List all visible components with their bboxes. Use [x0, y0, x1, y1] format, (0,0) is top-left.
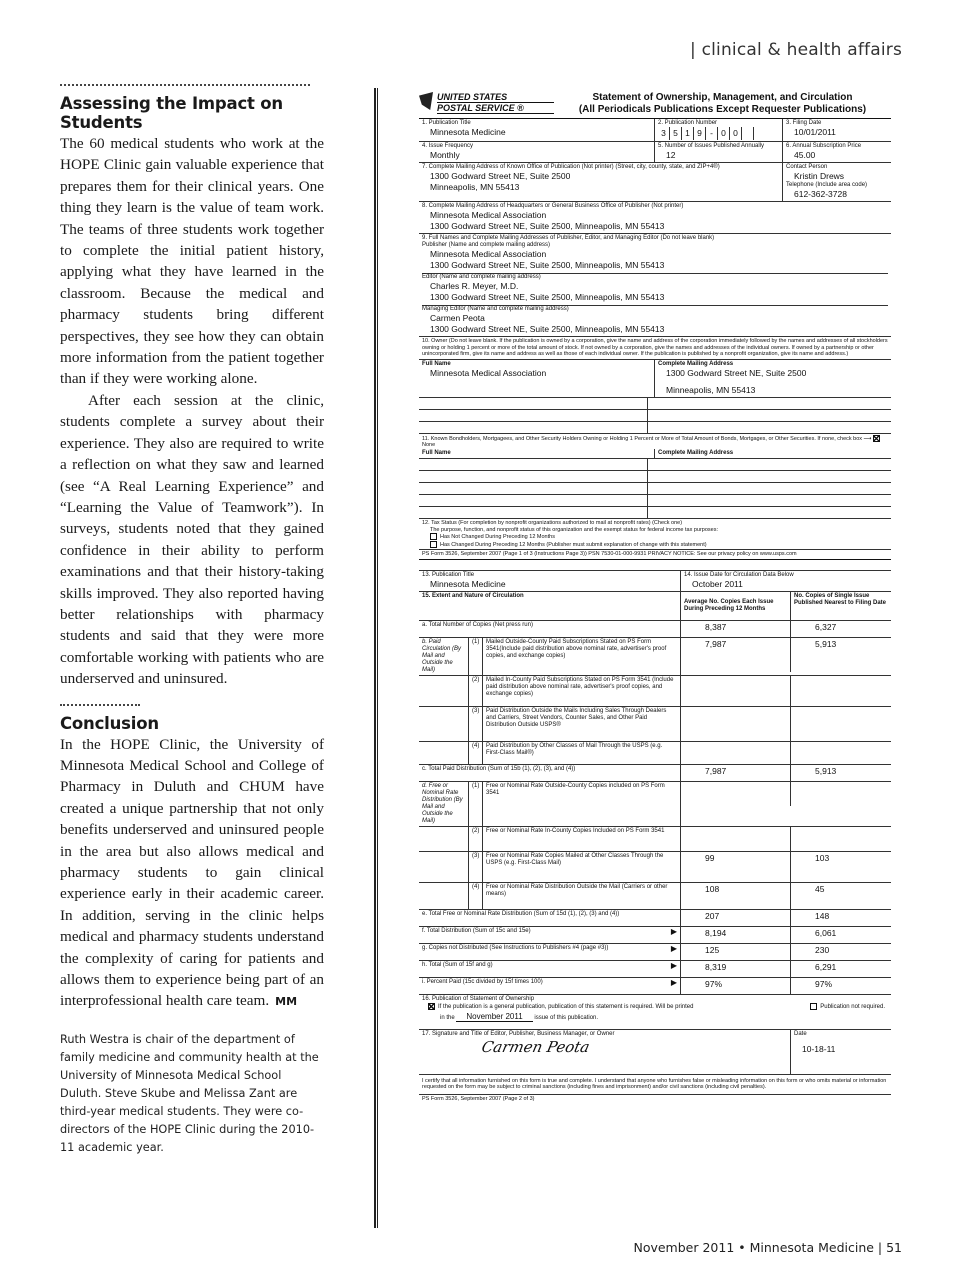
- field-filing-date: 3. Filing Date 10/01/2011: [786, 120, 836, 137]
- form-title-line: Statement of Ownership, Management, and Circulation: [592, 92, 853, 103]
- field-publication-title: 1. Publication Title Minnesota Medicine: [419, 119, 655, 141]
- group-label: [419, 676, 469, 706]
- single-copies: 148: [815, 910, 830, 921]
- avg-copies: [681, 742, 791, 764]
- avg-copies: 8,194: [681, 927, 791, 943]
- checkbox-checked[interactable]: [873, 435, 880, 442]
- paragraph: [60, 734, 324, 1013]
- single-copies: [791, 742, 891, 764]
- circulation-row: [419, 742, 891, 765]
- owner-instructions: 10. Owner (Do not leave blank. If the publication is owned by a corporation, give the name and address of the corporation immediately followed by the names and addresses of all stockholders owning or holding 1 percent or more of the total amount of stock. If not owned by a corporation, give the names and addresses of the individual owners. If owned by a partnership or other unincorporated firm, give its name and address as well as those of each individual owner. If the publication is published by a nonprofit organization, give its name and address.): [419, 337, 891, 360]
- form-row: [419, 234, 891, 337]
- form-row: [419, 119, 891, 142]
- handwritten-signature: Carmen Peota: [480, 1037, 592, 1056]
- avg-copies: 207: [681, 910, 791, 926]
- arrow-icon: ▶: [670, 943, 677, 953]
- row-label: i. Percent Paid (15c divided by 15f times 100) ▶: [419, 978, 681, 994]
- form-header: [419, 92, 891, 119]
- group-label: b. Paid Circulation (By Mail and Outside the Mail): [419, 638, 469, 675]
- arrow-icon: ▶: [670, 960, 677, 970]
- digit-box: 0: [718, 127, 730, 140]
- field-subscription-price: 6. Annual Subscription Price 45.00: [786, 143, 862, 160]
- avg-copies: 108: [681, 883, 791, 909]
- field-publication-statement: 16. Publication of Statement of Ownership If the publication is a general publication, publication of this statement is required. Will be printed Publication not required. in the November 2011 issue of this publication.: [422, 995, 885, 1021]
- form-row: [419, 570, 891, 592]
- certification: I certify that all information furnished on this form is true and complete. I understand that anyone who furnishes false or misleading information on this form or who omits material or information requested on the form may be subject to criminal sanctions (including fines and imprisonment) and/or civil sanctions (including civil penalties).: [419, 1075, 891, 1095]
- checkbox-checked[interactable]: [428, 1003, 435, 1010]
- form-row: [419, 995, 891, 1030]
- row-label: Free or Nominal Rate Copies Mailed at Other Classes Through the USPS (e.g. First-Class Mail): [483, 852, 681, 882]
- dotted-rule: [60, 84, 310, 86]
- field-hq-address: 8. Complete Mailing Address of Headquarters or General Business Office of Publisher (Not printer) Minnesota Medical Association 1300 Godward Street NE, Suite 2500, Minneapolis, MN 55413: [422, 203, 684, 231]
- field-date: Date 10-18-11: [794, 1030, 836, 1054]
- paragraph: The 60 medical students who work at the HOPE Clinic gain valuable experience that prepares them for their clinical years. One thing they learn is the value of team work. The teams of three students work together to complete the initial patient history, applying what they have learned in the classroom. Because the medical and pharmacy students bring different perspectives, they see how they can obtain more information from the patient together than if they were working alone.: [60, 135, 324, 388]
- digit-box: [742, 127, 754, 140]
- circulation-header: 15. Extent and Nature of Circulation Average No. Copies Each Issue During Preceding 12 Months No. Copies of Single Issue Published Nearest to Filing Date: [419, 592, 891, 621]
- circulation-row: [419, 782, 891, 827]
- circulation-table: [419, 621, 891, 995]
- row-label: Paid Distribution Outside the Mails Including Sales Through Dealers and Carriers, Street Vendors, Counter Sales, and Other Paid Distribution Outside USPS®: [483, 707, 681, 741]
- row-label: g. Copies not Distributed (See Instructions to Publishers #4 (page #3)) ▶: [419, 944, 681, 960]
- avg-copies: 125: [681, 944, 791, 960]
- author-bio: Ruth Westra is chair of the department of family medicine and community health at the University of Minnesota Medical School Duluth. Steve Skube and Melissa Zant are third-year medical students. They were co-directors of the HOPE Clinic during the 2010-11 academic year.: [60, 1032, 319, 1154]
- single-copies: [791, 782, 891, 826]
- circulation-row: [419, 910, 891, 927]
- form-title: [554, 92, 891, 116]
- bondholders-text: 11. Known Bondholders, Mortgagees, and Other Security Holders Owning or Holding 1 Percent or More of Total Amount of Bonds, Mortgages, or Other Securities. If none, check box ⟶ None: [419, 434, 891, 450]
- section-heading: Assessing the Impact on Students: [60, 94, 283, 132]
- dotted-rule: [60, 704, 140, 706]
- arrow-icon: ▶: [670, 977, 677, 987]
- row-label: Mailed Outside-County Paid Subscriptions Stated on PS Form 3541(Include paid distribution above nominal rate, advertiser's proof copies, and exchange copies): [483, 638, 681, 675]
- form-title-line: (All Periodicals Publications Except Requester Publications): [578, 104, 867, 115]
- single-copies: [791, 827, 891, 851]
- single-copies: 6,291: [815, 961, 837, 972]
- avg-copies: [681, 707, 791, 741]
- checkbox[interactable]: [430, 541, 437, 548]
- form-row: Full Name Complete Mailing Address: [419, 449, 891, 459]
- digit-box: 0: [730, 127, 742, 140]
- avg-copies: [681, 827, 791, 851]
- eagle-icon: [419, 92, 433, 110]
- row-label: c. Total Paid Distribution (Sum of 15b (1), (2), (3), and (4)): [419, 765, 681, 781]
- row-label: Paid Distribution by Other Classes of Mail Through the USPS (e.g. First-Class Mail®): [483, 742, 681, 764]
- single-copies: [791, 707, 891, 741]
- form-row: [419, 142, 891, 163]
- ownership-statement-form: [419, 92, 891, 1103]
- field-publication-number: 2. Publication Number 3 5 1 9 - 0 0: [655, 119, 783, 141]
- single-copies: 6,061: [815, 927, 837, 938]
- circulation-row: [419, 944, 891, 961]
- arrow-icon: ▶: [670, 926, 677, 936]
- avg-copies: 7,987: [681, 638, 791, 672]
- logo-text: UNITED STATES: [437, 92, 554, 103]
- circulation-row: [419, 927, 891, 944]
- owner-name-col: Full Name Minnesota Medical Association: [419, 360, 655, 397]
- form-footer: PS Form 3526, September 2007 (Page 2 of 3): [422, 1095, 535, 1102]
- paragraph-text: In the HOPE Clinic, the University of Minnesota Medical School and College of Pharmacy in Duluth and CHUM have created a unique partnership that not only benefits underserved and uninsured people in the area but also allows medical and pharmacy students to gain clinical experience early in their academic career. In addition, serving in the clinic helps medical and pharmacy students understand the complexity of caring for patients and allows them to experience being part of an interprofessional health care team.: [60, 735, 324, 1010]
- single-copies: 103: [815, 852, 830, 863]
- circulation-row: [419, 978, 891, 995]
- line-number: (1): [469, 782, 483, 826]
- tax-status: 12. Tax Status (For completion by nonprofit organizations authorized to mail at nonprofit rates) (Check one) The purpose, function, and nonprofit status of this organization and the exempt status for federal income tax purposes: Has Not Changed During Preceding 12 Months Has Changed During Preceding 12 Months (Publisher must submit explanation of change with this statement): [422, 520, 719, 548]
- form-row: [419, 1030, 891, 1075]
- form-footer: PS Form 3526, September 2007 (Page 1 of 3 (Instructions Page 3)) PSN 7530-01-000-9931 PRIVACY NOTICE: See our privacy policy on www.usps.com: [419, 549, 891, 560]
- single-copies: 5,913: [815, 765, 837, 776]
- circulation-row: [419, 883, 891, 910]
- end-mark: MM: [275, 995, 298, 1009]
- group-label: [419, 707, 469, 741]
- digit-boxes: [658, 127, 779, 140]
- article-column: [60, 84, 324, 1157]
- row-label: e. Total Free or Nominal Rate Distribution (Sum of 15d (1), (2), (3) and (4)): [419, 910, 681, 926]
- paragraph: After each session at the clinic, students complete a survey about their experience. They also are required to write a reflection on what they saw and learned (see “A Real Learning Experience” and “Learning the Value of Teamwork”). In surveys, students noted that they gained confidence in their ability to perform examinations and that their history-taking skills improved. They also reported having better relationships with pharmacy students and said that they were more comfortable working with patients who are underserved and uninsured.: [60, 391, 324, 688]
- single-copies: 230: [815, 944, 830, 955]
- single-copies: 45: [815, 883, 825, 894]
- circulation-row: [419, 707, 891, 742]
- field-publication-title: 13. Publication Title Minnesota Medicine: [419, 571, 681, 591]
- line-number: (4): [469, 742, 483, 764]
- line-number: (2): [469, 827, 483, 851]
- field-issue-date: 14. Issue Date for Circulation Data Below October 2011: [684, 571, 794, 589]
- row-label: a. Total Number of Copies (Net press run): [419, 621, 681, 637]
- field-contact: Contact Person Kristin Drews Telephone (Include area code) 612-362-3728: [786, 164, 868, 199]
- field-issue-frequency: 4. Issue Frequency Monthly: [419, 142, 655, 162]
- group-label: [419, 742, 469, 764]
- digit-box: 5: [670, 127, 682, 140]
- logo-text: POSTAL SERVICE ®: [437, 103, 554, 114]
- owner-address-col: Complete Mailing Address 1300 Godward Street NE, Suite 2500 Minneapolis, MN 55413: [658, 360, 807, 395]
- group-label: [419, 827, 469, 851]
- form-row: [419, 360, 891, 398]
- circulation-row: [419, 676, 891, 707]
- line-number: (1): [469, 638, 483, 675]
- single-copies: [791, 676, 891, 706]
- section-heading: Conclusion: [60, 713, 159, 733]
- field-signature: 17. Signature and Title of Editor, Publisher, Business Manager, or Owner Carmen Peota: [419, 1030, 791, 1074]
- row-label: h. Total (Sum of 15f and g) ▶: [419, 961, 681, 977]
- avg-copies: [681, 782, 791, 806]
- digit-box: 9: [694, 127, 706, 140]
- single-copies: 6,327: [815, 621, 837, 632]
- circulation-row: [419, 852, 891, 883]
- line-number: (4): [469, 883, 483, 909]
- form-row: [419, 202, 891, 234]
- row-label: Free or Nominal Rate Outside-County Copies included on PS Form 3541: [483, 782, 681, 826]
- avg-copies: 8,387: [681, 621, 791, 637]
- row-label: Free or Nominal Rate Distribution Outside the Mail (Carriers or other means): [483, 883, 681, 909]
- row-label: Free or Nominal Rate In-County Copies Included on PS Form 3541: [483, 827, 681, 851]
- field-names: 9. Full Names and Complete Mailing Addresses of Publisher, Editor, and Managing Editor (Do not leave blank) Publisher (Name and complete mailing address) Minnesota Medical Association 1300 Godward Street NE, Suite 2500, Minneapolis, MN 55413 Editor (Name and complete mailing address) Charles R. Meyer, M.D. 1300 Godward Street NE, Suite 2500, Minneapolis, MN 55413 Managing Editor (Name and complete mailing address) Carmen Peota 1300 Godward Street NE, Suite 2500, Minneapolis, MN 55413: [419, 234, 891, 336]
- circulation-row: [419, 621, 891, 638]
- avg-copies: 99: [681, 852, 791, 882]
- digit-box: -: [706, 127, 718, 140]
- single-copies: 5,913: [815, 638, 837, 649]
- page-footer: November 2011 • Minnesota Medicine | 51: [633, 1240, 902, 1255]
- circulation-row: [419, 765, 891, 782]
- group-label: [419, 883, 469, 909]
- line-number: (2): [469, 676, 483, 706]
- row-label: f. Total Distribution (Sum of 15c and 15e) ▶: [419, 927, 681, 943]
- line-number: (3): [469, 852, 483, 882]
- line-number: (3): [469, 707, 483, 741]
- section-tag: | clinical & health affairs: [690, 40, 902, 60]
- avg-copies: [681, 676, 791, 706]
- group-label: d. Free or Nominal Rate Distribution (By Mail and Outside the Mail): [419, 782, 469, 826]
- circulation-row: [419, 827, 891, 852]
- single-copies: 97%: [815, 978, 833, 989]
- circulation-row: [419, 638, 891, 676]
- avg-copies: 8,319: [681, 961, 791, 977]
- digit-box: 3: [658, 127, 670, 140]
- row-label: Mailed In-County Paid Subscriptions Stated on PS Form 3541 (Include paid distribution above nominal rate, advertiser's proof copies, and exchange copies): [483, 676, 681, 706]
- digit-box: 1: [682, 127, 694, 140]
- checkbox[interactable]: [430, 533, 437, 540]
- avg-copies: 97%: [681, 978, 791, 994]
- column-divider: [374, 88, 378, 1228]
- circulation-row: [419, 961, 891, 978]
- avg-copies: 7,987: [681, 765, 791, 781]
- usps-logo: [419, 92, 554, 114]
- group-label: [419, 852, 469, 882]
- checkbox[interactable]: [810, 1003, 817, 1010]
- field-issues-annually: 5. Number of Issues Published Annually 12: [655, 142, 783, 162]
- field-office-address: 7. Complete Mailing Address of Known Office of Publication (Not printer) (Street, city, county, state, and ZIP+4®) 1300 Godward Street NE, Suite 2500 Minneapolis, MN 55413: [419, 163, 783, 201]
- form-row: [419, 163, 891, 202]
